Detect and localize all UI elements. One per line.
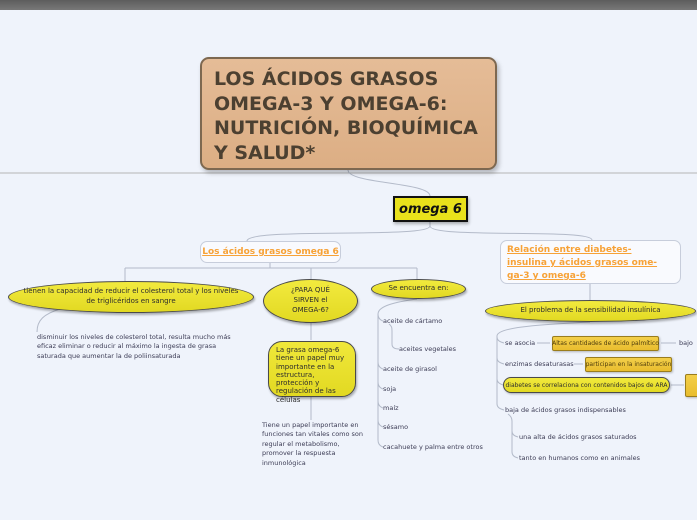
source-item[interactable]: aceite de girasol <box>383 365 437 373</box>
enzymes-box[interactable]: participan en la insaturación <box>585 357 672 372</box>
sources-ellipse[interactable]: Se encuentra en: <box>371 279 466 299</box>
benefit-ellipse[interactable]: tienen la capacidad de reducir el colesterol total y los niveles de triglicéridos en sangre <box>8 281 254 313</box>
source-subitem[interactable]: aceites vegetales <box>399 345 457 353</box>
source-item[interactable]: maíz <box>383 404 399 412</box>
deficiency-child[interactable]: una alta de ácidos grasos saturados <box>519 433 637 441</box>
diabetes-pill[interactable]: diabetes se correlaciona con contenidos bajos de ARA <box>503 377 670 393</box>
clipped-edge-box[interactable] <box>685 374 697 397</box>
benefit-note[interactable]: disminuir los niveles de colesterol total, resulta mucho más eficaz eliminar o reducir al máximo la ingesta de grasa saturada que aumentar la de poliinsaturada <box>37 333 231 360</box>
enzymes-label[interactable]: enzimas desaturasas <box>505 360 574 368</box>
source-item[interactable]: aceite de cártamo <box>383 317 443 325</box>
purpose-note[interactable]: Tiene un papel importante en funciones tan vitales como son regular el metabolismo, promover la respuesta inmunológica <box>262 421 364 467</box>
purpose-detail-box[interactable]: La grasa omega-6 tiene un papel muy importante en la estructura, protección y regulación de las células <box>268 341 356 397</box>
assoc-box[interactable]: Altas cantidades de ácido palmítico <box>552 336 659 351</box>
deficiency-label[interactable]: baja de ácidos grasos indispensables <box>505 406 626 414</box>
source-item[interactable]: soja <box>383 385 397 393</box>
source-item[interactable]: sésamo <box>383 423 409 431</box>
right-branch-header[interactable]: Relación entre diabetes- insulina y ácidos grasos ome- ga-3 y omega-6 <box>500 240 681 284</box>
root-title-node[interactable]: LOS ÁCIDOS GRASOS OMEGA-3 Y OMEGA-6: NUTRICIÓN, BIOQUÍMICA Y SALUD* <box>200 57 497 170</box>
left-branch-header[interactable]: Los ácidos grasos omega 6 <box>200 241 341 263</box>
assoc-tail-label[interactable]: bajo <box>679 339 693 347</box>
assoc-label[interactable]: se asocia <box>505 339 536 347</box>
source-item[interactable]: cacahuete y palma entre otros <box>383 443 483 451</box>
deficiency-child[interactable]: tanto en humanos como en animales <box>519 454 641 462</box>
problem-ellipse[interactable]: El problema de la sensibilidad insulínica <box>485 300 696 322</box>
purpose-ellipse[interactable]: ¿PARA QUÉ SIRVEN el OMEGA-6? <box>263 279 358 323</box>
omega6-node[interactable]: omega 6 <box>393 196 468 222</box>
